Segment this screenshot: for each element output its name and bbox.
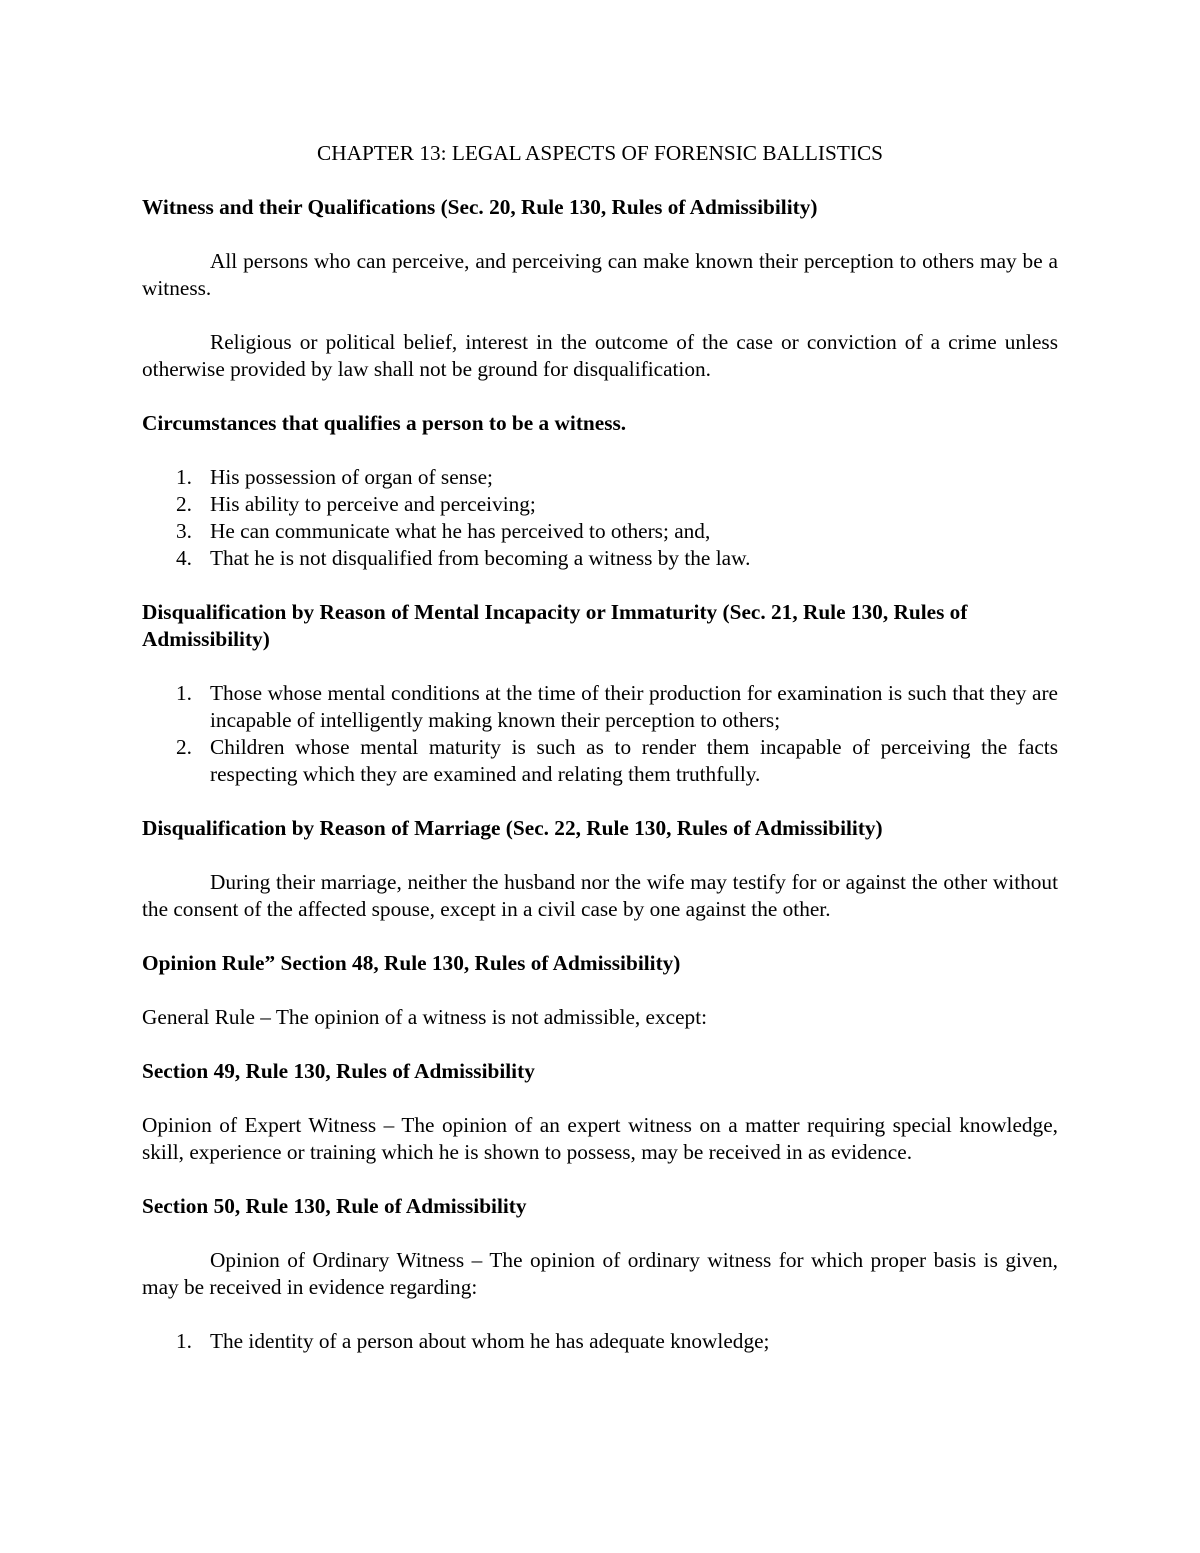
list-item-number: 3.: [176, 519, 192, 543]
list-item-number: 1.: [176, 1329, 192, 1353]
list-item: [142, 680, 1058, 734]
list-item: [142, 518, 1058, 545]
list-item-number: 1.: [176, 465, 192, 489]
list-item-number: 2.: [176, 735, 192, 759]
list-item-text: That he is not disqualified from becoming a witness by the law.: [210, 546, 751, 570]
list-item-number: 1.: [176, 681, 192, 705]
chapter-title: CHAPTER 13: LEGAL ASPECTS OF FORENSIC BALLISTICS: [316, 141, 884, 165]
list-item-text: Those whose mental conditions at the time of their production for examination is such that they are incapable of intelligently making known their perception to others;: [210, 681, 1058, 732]
list-item-number: 4.: [176, 546, 192, 570]
section-49-paragraph: Opinion of Expert Witness – The opinion of an expert witness on a matter requiring special knowledge, skill, experience or training which he is shown to possess, may be received in as evidence.: [142, 1113, 1058, 1164]
list-item: [142, 734, 1058, 788]
section-50-paragraph: Opinion of Ordinary Witness – The opinion of ordinary witness for which proper basis is given, may be received in evidence regarding:: [142, 1248, 1058, 1299]
section-50-heading: Section 50, Rule 130, Rule of Admissibility: [142, 1194, 527, 1218]
circumstances-heading: Circumstances that qualifies a person to be a witness.: [142, 411, 627, 435]
list-item: [142, 545, 1058, 572]
list-item-number: 2.: [176, 492, 192, 516]
opinion-rule-paragraph: General Rule – The opinion of a witness is not admissible, except:: [142, 1005, 708, 1029]
document-page: [142, 140, 1058, 1382]
mental-incapacity-heading: Disqualification by Reason of Mental Incapacity or Immaturity (Sec. 21, Rule 130, Rules of Admissibility): [142, 600, 968, 651]
list-item-text: His possession of organ of sense;: [210, 465, 493, 489]
list-item-text: The identity of a person about whom he has adequate knowledge;: [210, 1329, 770, 1353]
opinion-rule-heading: Opinion Rule” Section 48, Rule 130, Rules of Admissibility): [142, 951, 681, 975]
list-item-text: He can communicate what he has perceived to others; and,: [210, 519, 711, 543]
marriage-paragraph: During their marriage, neither the husband nor the wife may testify for or against the other without the consent of the affected spouse, except in a civil case by one against the other.: [142, 870, 1058, 921]
section-49-heading: Section 49, Rule 130, Rules of Admissibility: [142, 1059, 535, 1083]
list-item-text: Children whose mental maturity is such as to render them incapable of perceiving the facts respecting which they are examined and relating them truthfully.: [210, 735, 1058, 786]
witness-paragraph-2: Religious or political belief, interest in the outcome of the case or conviction of a crime unless otherwise provided by law shall not be ground for disqualification.: [142, 330, 1058, 381]
list-item: [142, 1328, 1058, 1355]
mental-incapacity-list: [142, 680, 1058, 788]
list-item: [142, 464, 1058, 491]
list-item-text: His ability to perceive and perceiving;: [210, 492, 536, 516]
marriage-heading: Disqualification by Reason of Marriage (Sec. 22, Rule 130, Rules of Admissibility): [142, 816, 883, 840]
section-50-list: [142, 1328, 1058, 1355]
circumstances-list: [142, 464, 1058, 572]
witness-paragraph-1: All persons who can perceive, and perceiving can make known their perception to others may be a witness.: [142, 249, 1058, 300]
witness-heading: Witness and their Qualifications (Sec. 20, Rule 130, Rules of Admissibility): [142, 195, 818, 219]
list-item: [142, 491, 1058, 518]
